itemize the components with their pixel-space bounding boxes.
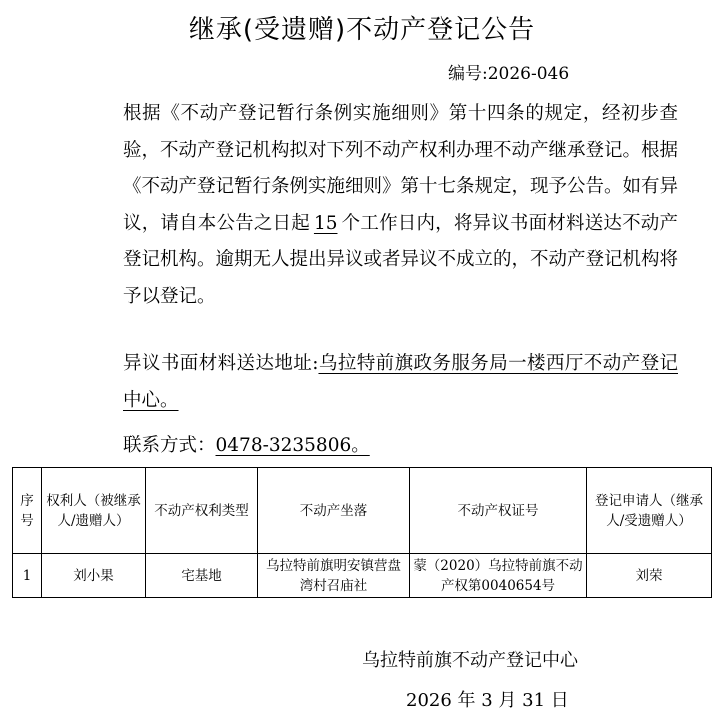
header-right-holder: 权利人（被继承人/遗赠人） — [42, 468, 146, 554]
issuing-organization: 乌拉特前旗不动产登记中心 — [362, 650, 578, 671]
delivery-address: 乌拉特前旗政务服务局一楼西厅不动产登记中心。 — [123, 353, 678, 411]
header-location: 不动产坐落 — [258, 468, 410, 554]
cell-certificate-number: 蒙（2020）乌拉特前旗不动产权第0040654号 — [410, 554, 587, 598]
contact-phone: 0478-3235806。 — [215, 435, 370, 456]
header-serial-number: 序号 — [13, 468, 42, 554]
document-number: 编号:2026-046 — [448, 64, 570, 84]
cell-right-type: 宅基地 — [146, 554, 258, 598]
cell-serial-number: 1 — [13, 554, 42, 598]
address-label: 异议书面材料送达地址: — [123, 353, 319, 374]
notice-paragraph-main — [86, 96, 678, 315]
paragraph-main-text-before: 根据《不动产登记暂行条例实施细则》第十四条的规定，经初步查验，不动产登记机构拟对下列不动产权利办理不动产继承登记。根据《不动产登记暂行条例实施细则》第十七条规定，现予公告。如有异议，请自本公告之日起 — [123, 103, 679, 234]
cell-right-holder: 刘小果 — [42, 554, 146, 598]
cell-applicant: 刘荣 — [587, 554, 712, 598]
contact-label: 联系方式： — [123, 435, 216, 456]
notice-title: 继承(受遗赠)不动产登记公告 — [188, 15, 536, 45]
table-header-row — [13, 468, 712, 554]
cell-location: 乌拉特前旗明安镇营盘湾村召庙社 — [258, 554, 410, 598]
notice-paragraph-contact — [86, 428, 678, 465]
property-table — [12, 467, 712, 598]
table-row — [13, 554, 712, 598]
issue-date: 2026 年 3 月 31 日 — [406, 690, 569, 711]
header-right-type: 不动产权利类型 — [146, 468, 258, 554]
objection-days: 15 — [313, 212, 338, 234]
paragraph-main-text-after: 个工作日内，将异议书面材料送达不动产登记机构。逾期无人提出异议或者异议不成立的，不动产登记机构将予以登记。 — [123, 212, 679, 307]
header-applicant: 登记申请人（继承人/受遗赠人） — [587, 468, 712, 554]
notice-paragraph-address — [86, 346, 678, 419]
header-certificate-number: 不动产权证号 — [410, 468, 587, 554]
